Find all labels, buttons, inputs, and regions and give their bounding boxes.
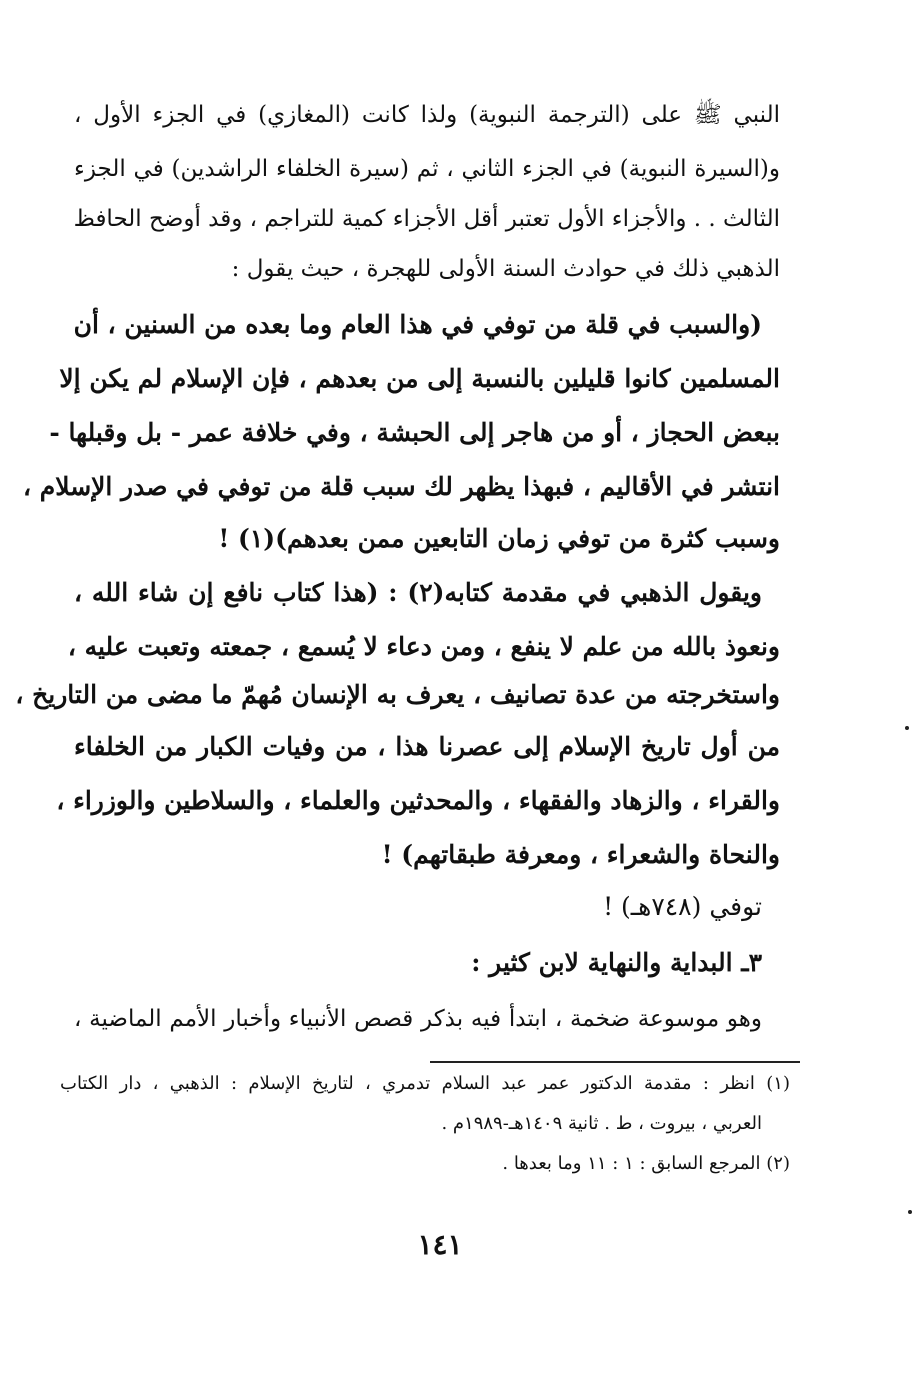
quote2-line-2: ونعوذ بالله من علم لا ينفع ، ومن دعاء لا يُسمع ، جمعته وتعبت عليه ،	[67, 632, 780, 661]
intro-line-2: و(السيرة النبوية) في الجزء الثاني ، ثم (سيرة الخلفاء الراشدين) في الجزء	[74, 156, 780, 182]
section-text-line-1: وهو موسوعة ضخمة ، ابتدأ فيه بذكر قصص الأنبياء وأخبار الأمم الماضية ،	[74, 1006, 762, 1032]
quote2-line-6: والنحاة والشعراء ، ومعرفة طبقاتهم) !	[381, 840, 780, 869]
quote2-line-1: ويقول الذهبي في مقدمة كتابه(٢) : (هذا كتاب نافع إن شاء الله ،	[74, 578, 762, 607]
footnote-1-line-1: (١) انظر : مقدمة الدكتور عمر عبد السلام تدمري ، لتاريخ الإسلام : الذهبي ، دار الكتاب	[60, 1073, 790, 1094]
scan-speck	[908, 1210, 912, 1214]
quote2-line-4: من أول تاريخ الإسلام إلى عصرنا هذا ، من وفيات الكبار من الخلفاء	[74, 732, 780, 761]
intro-line-1: النبي ﷺ على (الترجمة النبوية) ولذا كانت (المغازي) في الجزء الأول ،	[74, 102, 780, 128]
footnote-2: (٢) المرجع السابق : ١ : ١١ وما بعدها .	[502, 1153, 790, 1174]
death-year-line: توفي (٧٤٨هـ) !	[603, 892, 762, 921]
quote1-line-2: المسلمين كانوا قليلين بالنسبة إلى من بعدهم ، فإن الإسلام لم يكن إلا	[59, 364, 780, 393]
scan-speck	[905, 726, 909, 730]
intro-line-4: الذهبي ذلك في حوادث السنة الأولى للهجرة ، حيث يقول :	[231, 256, 780, 282]
section-heading: ٣ـ البداية والنهاية لابن كثير :	[471, 948, 762, 977]
intro-line-3: الثالث . . والأجزاء الأول تعتبر أقل الأجزاء كمية للتراجم ، وقد أوضح الحافظ	[73, 206, 780, 232]
quote2-line-5: والقراء ، والزهاد والفقهاء ، والمحدثين والعلماء ، والسلاطين والوزراء ،	[56, 786, 780, 815]
footnote-1-line-2: العربي ، بيروت ، ط . ثانية ١٤٠٩هـ-١٩٨٩م .	[441, 1113, 762, 1134]
footnote-separator	[430, 1061, 800, 1063]
quote1-line-3: ببعض الحجاز ، أو من هاجر إلى الحبشة ، وفي خلافة عمر - بل وقبلها -	[49, 418, 780, 447]
quote1-line-1: (والسبب في قلة من توفي في هذا العام وما بعده من السنين ، أن	[73, 310, 762, 339]
quote1-line-4: انتشر في الأقاليم ، فبهذا يظهر لك سبب قلة من توفي في صدر الإسلام ،	[23, 472, 780, 501]
quote2-line-3: واستخرجته من عدة تصانيف ، يعرف به الإنسان مُهمّ ما مضى من التاريخ ،	[15, 680, 780, 709]
quote1-line-5: وسبب كثرة من توفي زمان التابعين ممن بعدهم)(١) !	[218, 524, 780, 553]
page-number: ١٤١	[417, 1228, 463, 1261]
